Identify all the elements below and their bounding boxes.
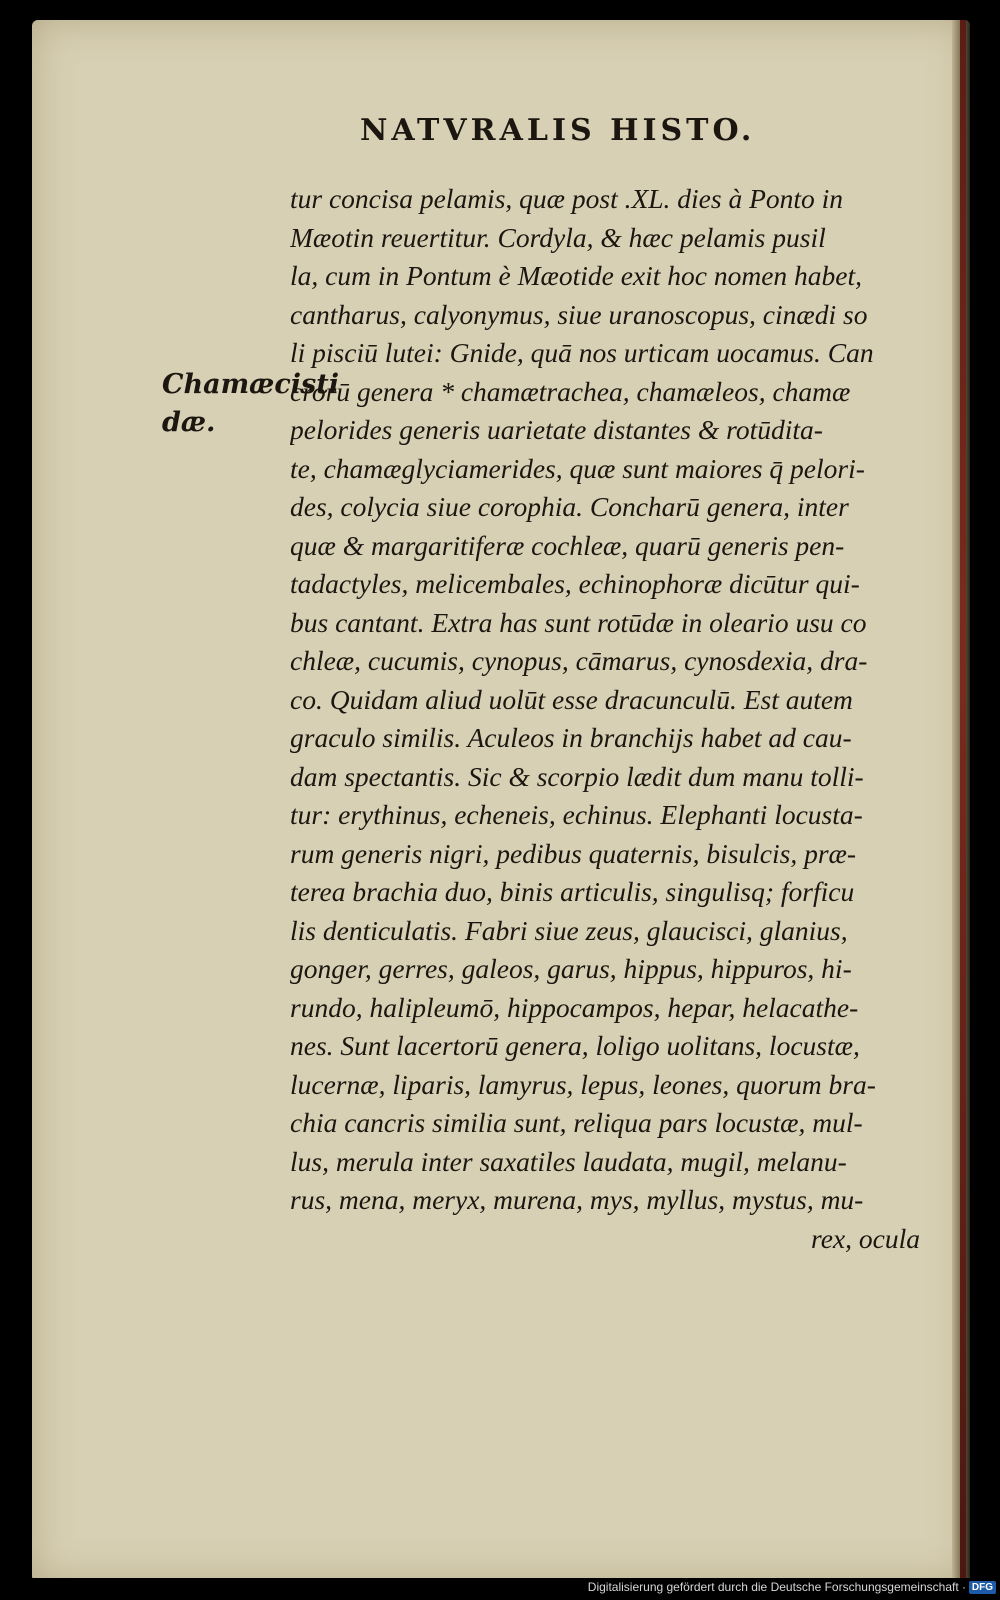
dfg-logo: DFG: [969, 1581, 996, 1594]
text-line: tadactyles, melicembales, echinophoræ dicūtur qui-: [290, 568, 860, 599]
text-line: la, cum in Pontum è Mæotide exit hoc nomen habet,: [290, 260, 863, 291]
text-line: cantharus, calyonymus, siue uranoscopus, cinædi so: [290, 298, 868, 330]
text-line: crorū genera * chamætrachea, chamæleos, chamæ: [290, 375, 851, 407]
body-text: [290, 180, 940, 1258]
text-line: chia cancris similia sunt, reliqua pars locustæ, mul-: [290, 1107, 863, 1138]
text-line: gonger, gerres, galeos, garus, hippus, hippuros, hi-: [290, 953, 852, 984]
text-line: des, colycia siue corophia. Concharū genera, inter: [290, 491, 849, 522]
digitization-footer: [0, 1578, 1000, 1600]
footer-credit: Digitalisierung gefördert durch die Deutsche Forschungsgemeinschaft ·: [587, 1580, 966, 1594]
running-head: NATVRALIS HISTO.: [360, 113, 756, 148]
text-line: Mæotin reuertitur. Cordyla, & hæc pelamis pusil: [290, 221, 826, 253]
text-line: rum generis nigri, pedibus quaternis, bisulcis, præ-: [290, 837, 857, 869]
text-line: terea brachia duo, binis articulis, singulisq; forficu: [290, 876, 855, 907]
text-line: te, chamæglyciamerides, quæ sunt maiores q̄ pelori-: [290, 452, 865, 484]
marginal-note-line: dæ.: [162, 407, 216, 438]
text-line: lis denticulatis. Fabri siue zeus, glaucisci, glanius,: [290, 914, 848, 946]
text-line: pelorides generis uarietate distantes & rotūdita-: [290, 414, 823, 445]
text-line: rundo, halipleumō, hippocampos, hepar, helacathe-: [290, 991, 859, 1023]
text-line: bus cantant. Extra has sunt rotūdæ in oleario usu co: [290, 606, 867, 638]
text-line: chleæ, cucumis, cynopus, cāmarus, cynosdexia, dra-: [290, 645, 868, 676]
text-line: lus, merula inter saxatiles laudata, mugil, melanu-: [290, 1145, 847, 1177]
book-spine: [960, 20, 966, 1582]
text-line: graculo similis. Aculeos in branchijs habet ad cau-: [290, 722, 852, 753]
text-line: li pisciū lutei: Gnide, quā nos urticam uocamus. Can: [290, 337, 874, 368]
text-line: nes. Sunt lacertorū genera, loligo uolitans, locustæ,: [290, 1030, 860, 1061]
text-line: tur: erythinus, echeneis, echinus. Elephanti locusta-: [290, 799, 863, 830]
marginal-note-line: Chamæcisti: [162, 369, 339, 400]
catchword-line: rex, ocula: [811, 1222, 920, 1254]
text-line: co. Quidam aliud uolūt esse dracunculū. Est autem: [290, 683, 853, 715]
text-line: tur concisa pelamis, quæ post .XL. dies à Ponto in: [290, 183, 844, 214]
text-line: dam spectantis. Sic & scorpio lædit dum manu tolli-: [290, 760, 864, 792]
text-line: rus, mena, meryx, murena, mys, myllus, mystus, mu-: [290, 1184, 864, 1215]
text-line: lucernæ, liparis, lamyrus, lepus, leones, quorum bra-: [290, 1068, 876, 1100]
text-line: quæ & margaritiferæ cochleæ, quarū generis pen-: [290, 529, 845, 561]
